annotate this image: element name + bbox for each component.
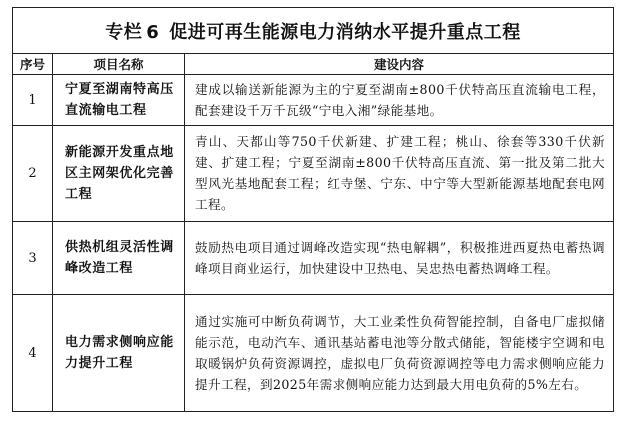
row-project-name: 宁夏至湖南特高压直流输电工程: [53, 75, 185, 126]
header-name: 项目名称: [53, 54, 185, 75]
table-row: [13, 295, 614, 412]
row-project-name: 电力需求侧响应能力提升工程: [53, 295, 185, 412]
table-row: [13, 75, 614, 126]
box-title-prefix: 专栏: [105, 21, 143, 43]
header-seq: 序号: [13, 54, 53, 75]
table-row: [13, 222, 614, 295]
header-content: 建设内容: [185, 54, 614, 75]
row-seq: 1: [13, 75, 53, 126]
table-header-row: [13, 54, 614, 75]
row-seq: 3: [13, 222, 53, 295]
row-content: 鼓励热电项目通过调峰改造实现“热电解耦”，积极推进西夏热电蓄热调峰项目商业运行，加快建设中卫热电、吴忠热电蓄热调峰工程。: [185, 222, 614, 295]
row-content: 通过实施可中断负荷调节，大工业柔性负荷智能控制，自备电厂虚拟储能示范，电动汽车、通讯基站蓄电池等分散式储能，智能楼宇空调和电取暖锅炉负荷资源调控，虚拟电厂负荷资源调控等电力需求侧响应能力提升工程，到2025年需求侧响应能力达到最大用电负荷的5%左右。: [185, 295, 614, 412]
box-title-row: [13, 8, 614, 54]
box-title-text: 促进可再生能源电力消纳水平提升重点工程: [169, 21, 521, 43]
feature-box-table: [12, 7, 614, 412]
box-title: [13, 8, 614, 54]
row-project-name: 新能源开发重点地区主网架优化完善工程: [53, 126, 185, 222]
row-seq: 2: [13, 126, 53, 222]
row-content: 青山、天都山等750千伏新建、扩建工程；桃山、徐套等330千伏新建、扩建工程；宁夏至湖南±800千伏特高压直流、第一批及第二批大型风光基地配套工程；红寺堡、宁东、中宁等大型新能源基地配套电网工程。: [185, 126, 614, 222]
row-project-name: 供热机组灵活性调峰改造工程: [53, 222, 185, 295]
table-row: [13, 126, 614, 222]
box-title-number: 6: [146, 21, 160, 43]
row-content: 建成以输送新能源为主的宁夏至湖南±800千伏特高压直流输电工程，配套建设千万千瓦级“宁电入湘”绿能基地。: [185, 75, 614, 126]
row-seq: 4: [13, 295, 53, 412]
